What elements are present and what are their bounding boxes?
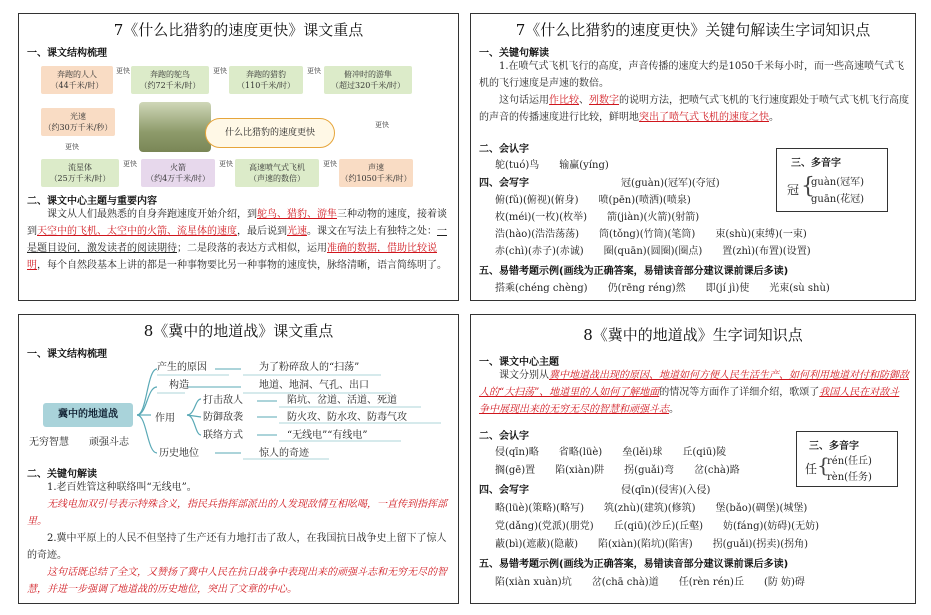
key-sentence-analysis: 无线电加双引号表示特殊含义，指民兵指挥部派出的人发现敌情互相吆喝，一直传到指挥部里。 <box>27 499 447 527</box>
function-contact: 联络方式 <box>203 430 243 441</box>
write-chars-row: 俯(fǔ)(俯视)(俯身) 喷(pēn)(喷洒)(喷泉) <box>495 195 691 206</box>
key-sentence: 1.老百姓管这种联络叫“无线电”。 <box>47 482 197 493</box>
faster-label: 更快 <box>375 121 389 129</box>
flow-box-cheetah: 奔跑的猎豹 （110千米/时） <box>229 66 303 94</box>
cheetah-image <box>139 102 211 152</box>
section-heading: 一、课文中心主题 <box>479 357 559 368</box>
panel-title: 8《冀中的地道战》生字词知识点 <box>583 326 803 344</box>
section-heading: 一、课文结构梳理 <box>27 349 107 360</box>
polyphone-char: 任 <box>805 462 818 476</box>
polyphone-reading: guān(花冠) <box>811 194 865 205</box>
section-heading: 二、会认字 <box>479 431 529 442</box>
error-examples: 陷(xiàn xuàn)坑 岔(chā chà)道 任(rèn rén)丘 (防 妨)碍 <box>495 577 805 588</box>
branch-history-detail: 惊人的奇迹 <box>259 448 309 459</box>
flow-box-jet: 高速喷气式飞机 （声速的数倍） <box>235 159 319 187</box>
recognize-chars-row: 搁(gē)置 陷(xiàn)阱 拐(guǎi)弯 岔(chà)路 <box>495 465 740 476</box>
key-sentence: 1.在喷气式飞机飞行的高度，声音传播的速度大约是1050千米每小时，而一些高速喷气式飞机的飞行速度是声速的数倍。 <box>479 61 904 89</box>
branch-cause-detail: 为了粉碎敌人的“扫荡” <box>259 362 360 373</box>
flow-box-light: 光速 （约30万千米/秒） <box>41 108 115 136</box>
key-sentence-analysis: 这句话运用作比较、列数字的说明方法，把喷气式飞机的飞行速度跟处于喷气式飞机飞行高度的声音的传播速度进行比较，鲜明地突出了喷气式飞机的速度之快。 <box>479 95 909 123</box>
faster-label: 更快 <box>123 160 137 168</box>
function-defense-detail: 防火攻、防水攻、防毒气攻 <box>287 412 407 423</box>
flow-box-falcon: 俯冲时的游隼 （超过320千米/时） <box>324 66 412 94</box>
key-sentence-analysis: 这句话既总结了全文，又赞扬了冀中人民在抗日战争中表现出来的顽强斗志和无穷无尽的智慧，并进一步强调了地道战的历史地位，突出了文章的中心。 <box>27 567 447 595</box>
section-heading: 四、会写字 <box>479 485 529 496</box>
faster-label: 更快 <box>65 143 79 151</box>
key-sentence: 2.冀中平原上的人民不但坚持了生产还有力地打击了敌人，在我国抗日战争史上留下了惊人的奇迹。 <box>27 533 447 561</box>
main-theme-paragraph: 课文分别从冀中地道战出现的原因、地道如何方便人民生活生产、如何利用地道对付和防御敌人的“大扫荡”、地道里的人如何了解地面的情况等方面作了详细介绍，歌颂了我国人民在对敌斗争中展现出来的无穷无尽的智慧和顽强斗志。 <box>479 370 909 415</box>
section-heading: 二、会认字 <box>479 144 529 155</box>
section-heading: 五、易错考题示例(画线为正确答案，易错读音部分建议课前课后多读) <box>479 559 789 570</box>
section-heading: 一、课文结构梳理 <box>27 48 107 59</box>
branch-structure: 构造 <box>169 380 189 391</box>
write-chars-row: 赤(chì)(赤子)(赤诚) 圈(quān)(圆圈)(圈点) 置(zhì)(布置)(设置) <box>495 246 811 257</box>
polyphone-reading: rén(任丘) <box>827 456 872 467</box>
branch-history: 历史地位 <box>159 448 199 459</box>
panel-lesson7-vocabulary <box>470 13 916 301</box>
flow-box-sound: 声速 （约1050千米/时） <box>339 159 413 187</box>
panel-title: 7《什么比猎豹的速度更快》课文重点 <box>113 21 364 39</box>
faster-label: 更快 <box>213 67 227 75</box>
panel-title: 7《什么比猎豹的速度更快》关键句解读生字词知识点 <box>515 21 871 39</box>
section-heading: 一、关键句解读 <box>479 48 549 59</box>
write-chars-row: 浩(hào)(浩浩荡荡) 筒(tǒng)(竹筒)(笔筒) 束(shù)(束缚)(一束) <box>495 229 807 240</box>
flow-box-rocket: 火箭 （约4万千米/时） <box>141 159 215 187</box>
write-chars-row: 党(dǎng)(党派)(朋党) 丘(qiū)(沙丘)(丘壑) 妨(fáng)(妨碍)(无妨) <box>495 521 819 532</box>
polyphone-title: 三、多音字 <box>791 158 841 169</box>
panel-lesson8-vocabulary <box>470 314 916 604</box>
polyphone-reading: rèn(任务) <box>827 472 872 483</box>
branch-cause: 产生的原因 <box>157 362 207 373</box>
write-chars-row: 蔽(bì)(遮蔽)(隐蔽) 陷(xiàn)(陷坑)(陷害) 拐(guǎi)(拐卖)(拐角) <box>495 539 809 550</box>
faster-label: 更快 <box>307 67 321 75</box>
central-subtitle: 无穷智慧 顽强斗志 <box>29 437 129 448</box>
flow-box-ostrich: 奔跑的鸵鸟 （约72千米/时） <box>131 66 209 94</box>
recognize-chars-row: 侵(qīn)略 省略(lüè) 垒(lěi)球 丘(qiū)陵 <box>495 447 727 458</box>
polyphone-box: 三、多音字 冠 { guàn(冠军) guān(花冠) <box>776 148 888 212</box>
panel-title: 8《冀中的地道战》课文重点 <box>143 322 334 340</box>
polyphone-char: 冠 <box>787 183 800 197</box>
flow-box-meteor: 流星体 （25万千米/时） <box>41 159 119 187</box>
function-attack: 打击敌人 <box>203 395 243 406</box>
branch-structure-detail: 地道、地洞、气孔、出口 <box>259 380 369 391</box>
polyphone-reading: guàn(冠军) <box>811 177 865 188</box>
write-chars-row: 略(lüè)(策略)(略写) 筑(zhù)(建筑)(修筑) 堡(bǎo)(碉堡)(城堡) <box>495 503 808 514</box>
faster-label: 更快 <box>323 160 337 168</box>
mindmap-central-topic: 冀中的地道战 <box>43 403 133 427</box>
section-heading: 五、易错考题示例(画线为正确答案，易错读音部分建议课前课后多读) <box>479 266 789 277</box>
write-chars-row: 冠(guàn)(冠军)(夺冠) <box>621 178 720 189</box>
section-heading: 二、关键句解读 <box>27 469 97 480</box>
polyphone-box: 三、多音字 任 { rén(任丘) rèn(任务) <box>796 431 898 487</box>
function-contact-detail: “无线电”“有线电” <box>287 430 368 441</box>
main-theme-paragraph: 课文从人们最熟悉的自身奔跑速度开始介绍，到鸵鸟、猎豹、游隼三种动物的速度，接着谈到天空中的飞机、太空中的火箭、流星体的速度，最后说到光速。课文在写法上有独特之处：一是题目设问，激发读者的阅读期待；二是段落的表达方式相似，运用准确的数据，借助比较说明，每个自然段基本上讲的都是一种事物要比另一种事物的速度快，脉络清晰，语言简练明了。 <box>27 209 447 271</box>
recognize-chars: 鸵(tuó)鸟 输赢(yíng) <box>495 160 609 171</box>
panel-lesson8-key-points <box>18 314 459 604</box>
branch-function: 作用 <box>155 413 175 424</box>
polyphone-title: 三、多音字 <box>809 441 859 452</box>
panel-lesson7-key-points <box>18 13 459 301</box>
function-defense: 防御敌袭 <box>203 412 243 423</box>
write-chars-row: 枚(méi)(一枚)(枚举) 箭(jiàn)(火箭)(射箭) <box>495 212 700 223</box>
flow-box-human: 奔跑的人人 （44千米/时） <box>41 66 113 94</box>
faster-label: 更快 <box>219 160 233 168</box>
error-examples: 搭乘(chéng chèng) 仍(rēng réng)然 即(jí jì)使 光束(sù shù) <box>495 283 830 294</box>
section-heading: 二、课文中心主题与重要内容 <box>27 196 157 207</box>
faster-label: 更快 <box>116 67 130 75</box>
center-topic-oval: 什么比猎豹的速度更快 <box>205 118 335 148</box>
function-attack-detail: 陷坑、岔道、活道、死道 <box>287 395 397 406</box>
write-chars-row: 侵(qīn)(侵害)(入侵) <box>621 485 711 496</box>
section-heading: 四、会写字 <box>479 178 529 189</box>
